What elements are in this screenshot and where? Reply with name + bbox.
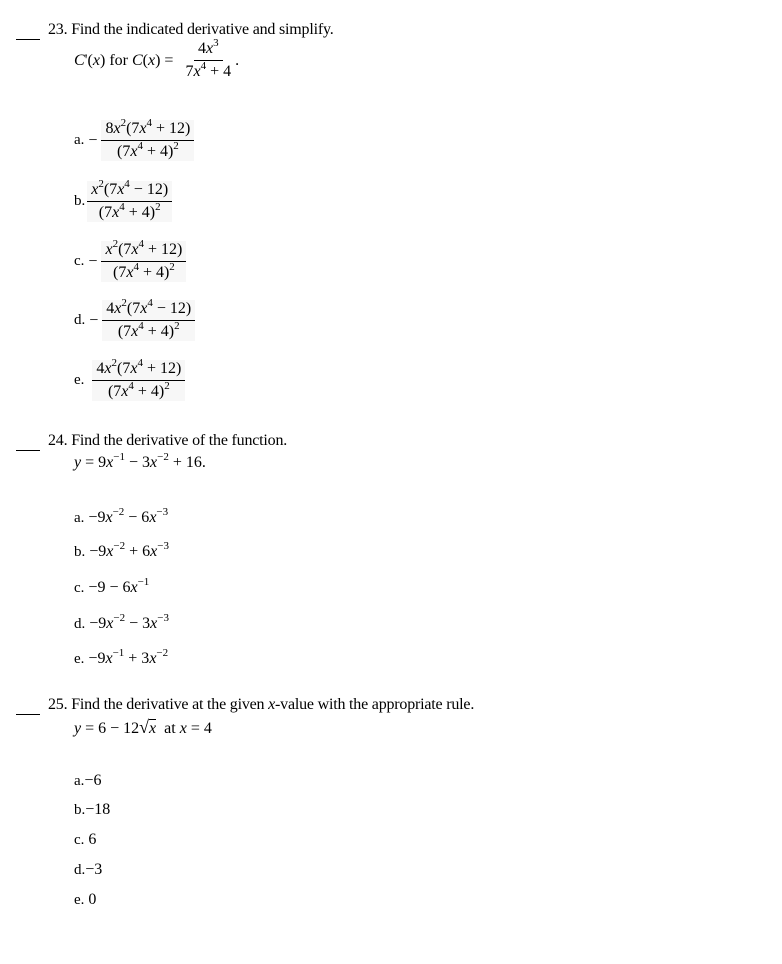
choice-fraction: $\frac{x^2(7x^4 - 12)}{(7x^4 + 4)^2}$ [87, 181, 172, 222]
question-23-choice-d[interactable] [74, 297, 195, 341]
choice-value: 0 [88, 891, 97, 908]
choice-fraction: $\frac{x^2(7x^4 + 12)}{(7x^4 + 4)^2}$ [101, 241, 186, 282]
choice-label: a. [74, 773, 85, 789]
choice-value: 6 [88, 831, 97, 848]
answer-blank-23[interactable] [16, 39, 40, 40]
question-24-text: Find the derivative of the function. [71, 432, 288, 449]
question-23-choice-a[interactable] [74, 117, 194, 161]
choice-label: b. [74, 802, 86, 818]
question-23-text: Find the indicated derivative and simplify. [71, 21, 334, 38]
choice-label: d. [74, 616, 86, 632]
choice-label: d. [74, 862, 86, 878]
choice-fraction: $\frac{4x^2(7x^4 - 12)}{(7x^4 + 4)^2}$ [102, 300, 195, 341]
question-25-expression: y = 6 − 12√x at x = 4 [74, 717, 212, 737]
choice-fraction: $\frac{4x^2(7x^4 + 12)}{(7x^4 + 4)^2}$ [92, 360, 185, 401]
question-23-number: 23. [48, 21, 68, 38]
choice-label: a. [74, 510, 85, 526]
question-25-choice-c[interactable] [74, 831, 96, 849]
question-24-choice-c[interactable]: c. $-9 - 6x^{-1}$ [74, 576, 150, 596]
choice-value: −3 [85, 861, 103, 878]
question-23-choice-c[interactable] [74, 238, 186, 282]
choice-label: d. [74, 312, 86, 328]
question-23-expression: C'(x) for C(x) = $\frac{4x^3}{7x^4 + 4}$ . [74, 37, 240, 80]
question-24-prompt [48, 432, 287, 450]
question-25-choice-b[interactable] [74, 801, 110, 819]
question-23-fraction: $\frac{4x^3}{7x^4 + 4}$ [185, 37, 232, 80]
question-24-choice-a[interactable]: a. $-9x^{-2} - 6x^{-3}$ [74, 506, 169, 526]
choice-fraction: $\frac{8x^2(7x^4 + 12)}{(7x^4 + 4)^2}$ [101, 120, 194, 161]
question-24-number: 24. [48, 432, 68, 449]
question-25-choice-e[interactable] [74, 891, 96, 909]
choice-sign: − [89, 311, 99, 329]
choice-label: e. [74, 651, 85, 667]
question-23-choice-e[interactable] [74, 357, 185, 401]
answer-blank-25[interactable] [16, 714, 40, 715]
question-25-choice-d[interactable] [74, 861, 102, 879]
choice-label: b. [74, 193, 86, 209]
question-23-prompt [48, 21, 334, 39]
question-24-expression: $y = 9x^{-1} - 3x^{-2} + 16$. [74, 451, 206, 471]
choice-label: e. [74, 372, 85, 388]
choice-label: c. [74, 580, 85, 596]
choice-label: a. [74, 132, 85, 148]
choice-label: b. [74, 544, 86, 560]
choice-label: c. [74, 832, 85, 848]
choice-sign: − [88, 131, 98, 149]
question-24-choice-d[interactable]: d. $-9x^{-2} - 3x^{-3}$ [74, 612, 169, 632]
question-25-text: Find the derivative at the given x-value with the appropriate rule. [71, 696, 475, 713]
question-23-lhs: C'(x) for C(x) = [74, 51, 174, 69]
choice-value: −6 [84, 772, 102, 789]
choice-label: c. [74, 253, 85, 269]
question-25-choice-a[interactable] [74, 772, 101, 790]
choice-value: −18 [85, 801, 111, 818]
choice-label: e. [74, 892, 85, 908]
question-24-choice-e[interactable]: e. $-9x^{-1} + 3x^{-2}$ [74, 647, 169, 667]
choice-sign: − [88, 252, 98, 270]
question-25-number: 25. [48, 696, 68, 713]
question-24-choice-b[interactable]: b. $-9x^{-2} + 6x^{-3}$ [74, 540, 169, 560]
question-23-choice-b[interactable] [74, 178, 172, 222]
answer-blank-24[interactable] [16, 450, 40, 451]
question-25-prompt [48, 696, 474, 714]
